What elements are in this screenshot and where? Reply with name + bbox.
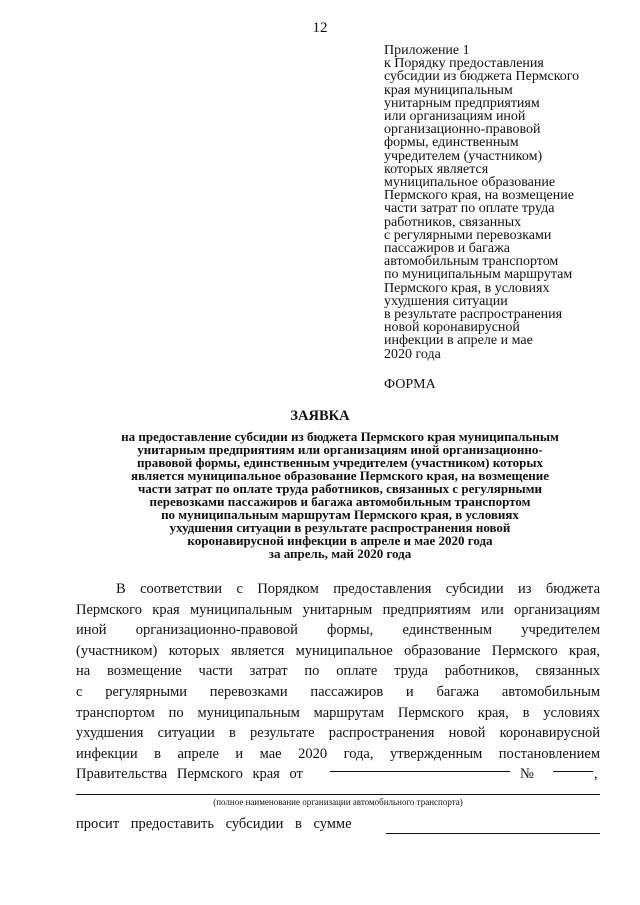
document-subtitle: [40, 430, 640, 560]
subtitle-line: на предоставление субсидии из бюджета Пермского края муниципальным: [121, 429, 559, 444]
subtitle-line: ухудшения ситуации в результате распространения новой: [169, 520, 511, 535]
subtitle-line: перевозками пассажиров и багажа автомобильным транспортом: [149, 494, 531, 509]
appendix-line: Пермского края, в условиях: [384, 280, 550, 296]
appendix-line: автомобильным транспортом: [384, 254, 559, 270]
appendix-line: инфекции в апреле и мае: [384, 333, 533, 349]
body-paragraph: [76, 579, 600, 785]
body-line: иной организационно-правовой формы, единственным учредителем: [76, 622, 600, 639]
body-line: с регулярными перевозками пассажиров и багажа автомобильным: [76, 683, 600, 700]
appendix-line: организационно-правовой: [384, 122, 541, 138]
subtitle-line: по муниципальным маршрутам Пермского края, в условиях: [161, 507, 519, 522]
subtitle-line: правовой формы, единственным учредителем (участником) которых: [137, 455, 543, 470]
body-line: транспортом по муниципальным маршрутам Пермского края, в условиях: [76, 704, 600, 721]
organization-name-caption: (полное наименование организации автомобильного транспорта): [213, 797, 463, 807]
body-line: (участником) которых является муниципальное образование Пермского края,: [76, 642, 600, 659]
organization-name-field[interactable]: [76, 794, 600, 795]
appendix-line: в результате распространения: [384, 307, 563, 323]
document-title: ЗАЯВКА: [290, 408, 350, 424]
appendix-line: края муниципальным: [384, 82, 513, 98]
body-last-line: [76, 764, 600, 785]
appendix-line: новой коронавирусной: [384, 320, 520, 336]
appendix-line: или организациям иной: [384, 109, 526, 125]
subtitle-line: является муниципальное образование Пермского края, на возмещение: [130, 468, 550, 483]
subtitle-line: за апрель, май 2020 года: [268, 546, 412, 561]
body-line: инфекции в апреле и мае 2020 года, утвержденным постановлением: [76, 745, 600, 762]
number-sign: №: [520, 766, 534, 783]
subsidy-sum-field[interactable]: [386, 833, 600, 834]
appendix-line: субсидии из бюджета Пермского: [384, 69, 580, 85]
appendix-line: Пермского края, на возмещение: [384, 188, 574, 204]
resolution-date-field[interactable]: [330, 771, 510, 772]
body-line: В соответствии с Порядком предоставления субсидии из бюджета: [116, 581, 600, 597]
subtitle-line: коронавирусной инфекции в апреле и мае 2020 года: [187, 533, 493, 548]
appendix-line: ухудшения ситуации: [384, 293, 508, 309]
form-label: ФОРМА: [384, 377, 436, 392]
appendix-line: которых является: [384, 161, 489, 177]
request-text: просит предоставить субсидии в сумме: [76, 816, 352, 832]
appendix-line: учредителем (участником): [384, 148, 543, 164]
appendix-line: унитарным предприятиям: [384, 95, 540, 111]
resolution-prefix: Правительства Пермского края от: [76, 766, 303, 783]
page-number: 12: [312, 20, 328, 36]
appendix-line: с регулярными перевозками: [384, 227, 552, 243]
appendix-line: 2020 года: [384, 346, 441, 362]
body-line: Пермского края муниципальным унитарным предприятиям или организациям: [76, 601, 600, 618]
appendix-line: части затрат по оплате труда: [384, 201, 555, 217]
appendix-line: по муниципальным маршрутам: [384, 267, 573, 283]
subtitle-line: унитарным предприятиям или организациям иной организационно-: [137, 442, 543, 457]
appendix-line: пассажиров и багажа: [384, 241, 510, 257]
body-line: ухудшения ситуации в результате распространения новой коронавирусной: [76, 725, 600, 742]
subtitle-line: части затрат по оплате труда работников, связанных с регулярными: [137, 481, 543, 496]
appendix-block: [384, 44, 624, 361]
appendix-line: муниципальное образование: [384, 175, 556, 191]
appendix-line: формы, единственным: [384, 135, 519, 151]
body-line: на возмещение части затрат по оплате труда работников, связанных: [76, 663, 600, 680]
resolution-number-field[interactable]: [553, 771, 593, 772]
line-suffix: ,: [594, 766, 598, 783]
appendix-line: Приложение 1: [384, 43, 470, 58]
appendix-line: работников, связанных: [384, 214, 522, 230]
appendix-line: к Порядку предоставления: [384, 56, 544, 72]
